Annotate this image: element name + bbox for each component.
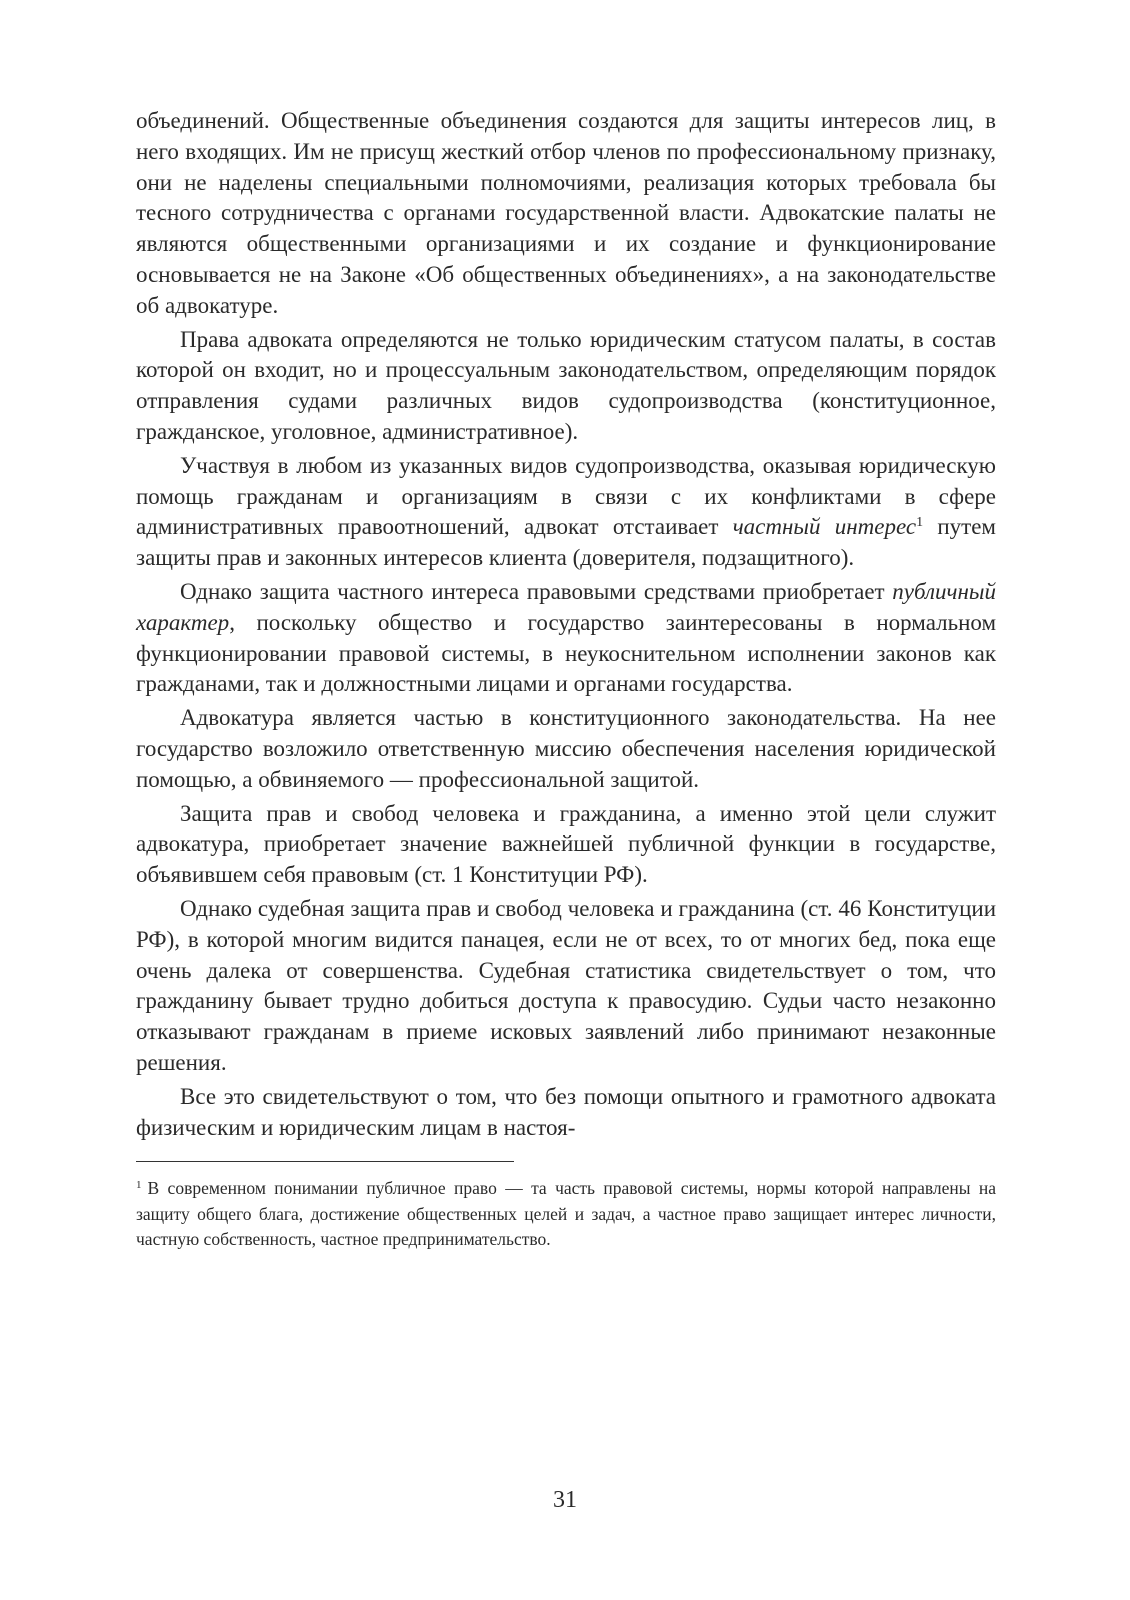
paragraph-text: Все это свидетельствуют о том, что без помощи опытного и грамотного адвоката физическим и юридическим лицам в настоя- <box>136 1083 996 1140</box>
page-number: 31 <box>553 1487 577 1513</box>
body-text <box>136 106 996 1143</box>
footnote-mark: 1 <box>136 1179 142 1192</box>
paragraph-text: путем защиты прав и законных интересов клиента (доверителя, подзащитного). <box>136 514 996 571</box>
paragraph <box>136 703 996 795</box>
paragraph <box>136 577 996 700</box>
paragraph <box>136 325 996 448</box>
footnote-separator <box>136 1161 514 1162</box>
footnote <box>136 1176 996 1253</box>
paragraph-text: , поскольку общество и государство заинтересованы в нормальном функционировании правовой системы, в неукоснительном исполнении законов как гражданами, так и должностными лицами и органами государства. <box>136 609 996 697</box>
paragraph-text: Защита прав и свобод человека и гражданина, а именно этой цели служит адвокатура, приобретает значение важнейшей публичной функции в государстве, объявившем себя правовым (ст. 1 Конституции РФ). <box>136 800 996 888</box>
page-content <box>136 106 996 1253</box>
paragraph <box>136 799 996 891</box>
emphasized-term: публичный характер <box>136 578 996 635</box>
paragraph-text: Участвуя в любом из указанных видов судопроизводства, оказывая юридическую помощь гражданам и организациям в связи с их конфликтами в сфере административных правоотношений, адвокат отстаивает <box>136 452 996 540</box>
paragraph-text: Однако защита частного интереса правовыми средствами приобретает <box>180 578 893 604</box>
paragraph-text: Однако судебная защита прав и свобод человека и гражданина (ст. 46 Конституции РФ), в которой многим видится панацея, если не от всех, то от многих бед, пока еще очень далека от совершенства. Судебная статистика свидетельствует о том, что гражданину бывает трудно добиться доступа к правосудию. Судьи часто незаконно отказывают гражданам в приеме исковых заявлений либо принимают незаконные решения. <box>136 895 996 1075</box>
paragraph-text: объединений. Общественные объединения создаются для защиты интересов лиц, в него входящих. Им не присущ жесткий отбор членов по профессиональному признаку, они не наделены специальными полномочиями, реализация которых требовала бы тесного сотрудничества с органами государственной власти. Адвокатские палаты не являются общественными организациями и их создание и функционирование основывается не на Законе «Об общественных объединениях», а на законодательстве об адвокатуре. <box>136 108 996 318</box>
paragraph <box>136 106 996 322</box>
footnote-reference: 1 <box>916 515 924 531</box>
paragraph <box>136 894 996 1079</box>
footnote-text: В современном понимании публичное право — та часть правовой системы, нормы которой направлены на защиту общего блага, достижение общественных целей и задач, а частное право защищает интерес личности, частную собственность, частное предпринимательство. <box>136 1178 996 1250</box>
paragraph <box>136 451 996 574</box>
paragraph-text: Адвокатура является частью в конституционного законодательства. На нее государство возложило ответственную миссию обеспечения населения юридической помощью, а обвиняемого — профессиональной защитой. <box>136 705 996 792</box>
paragraph <box>136 1082 996 1144</box>
emphasized-term: частный интерес <box>732 514 917 540</box>
paragraph-text: Права адвоката определяются не только юридическим статусом палаты, в состав которой он входит, но и процессуальным законодательством, определяющим порядок отправления судами различных видов судопроизводства (конституционное, гражданское, уголовное, административное). <box>136 326 996 444</box>
